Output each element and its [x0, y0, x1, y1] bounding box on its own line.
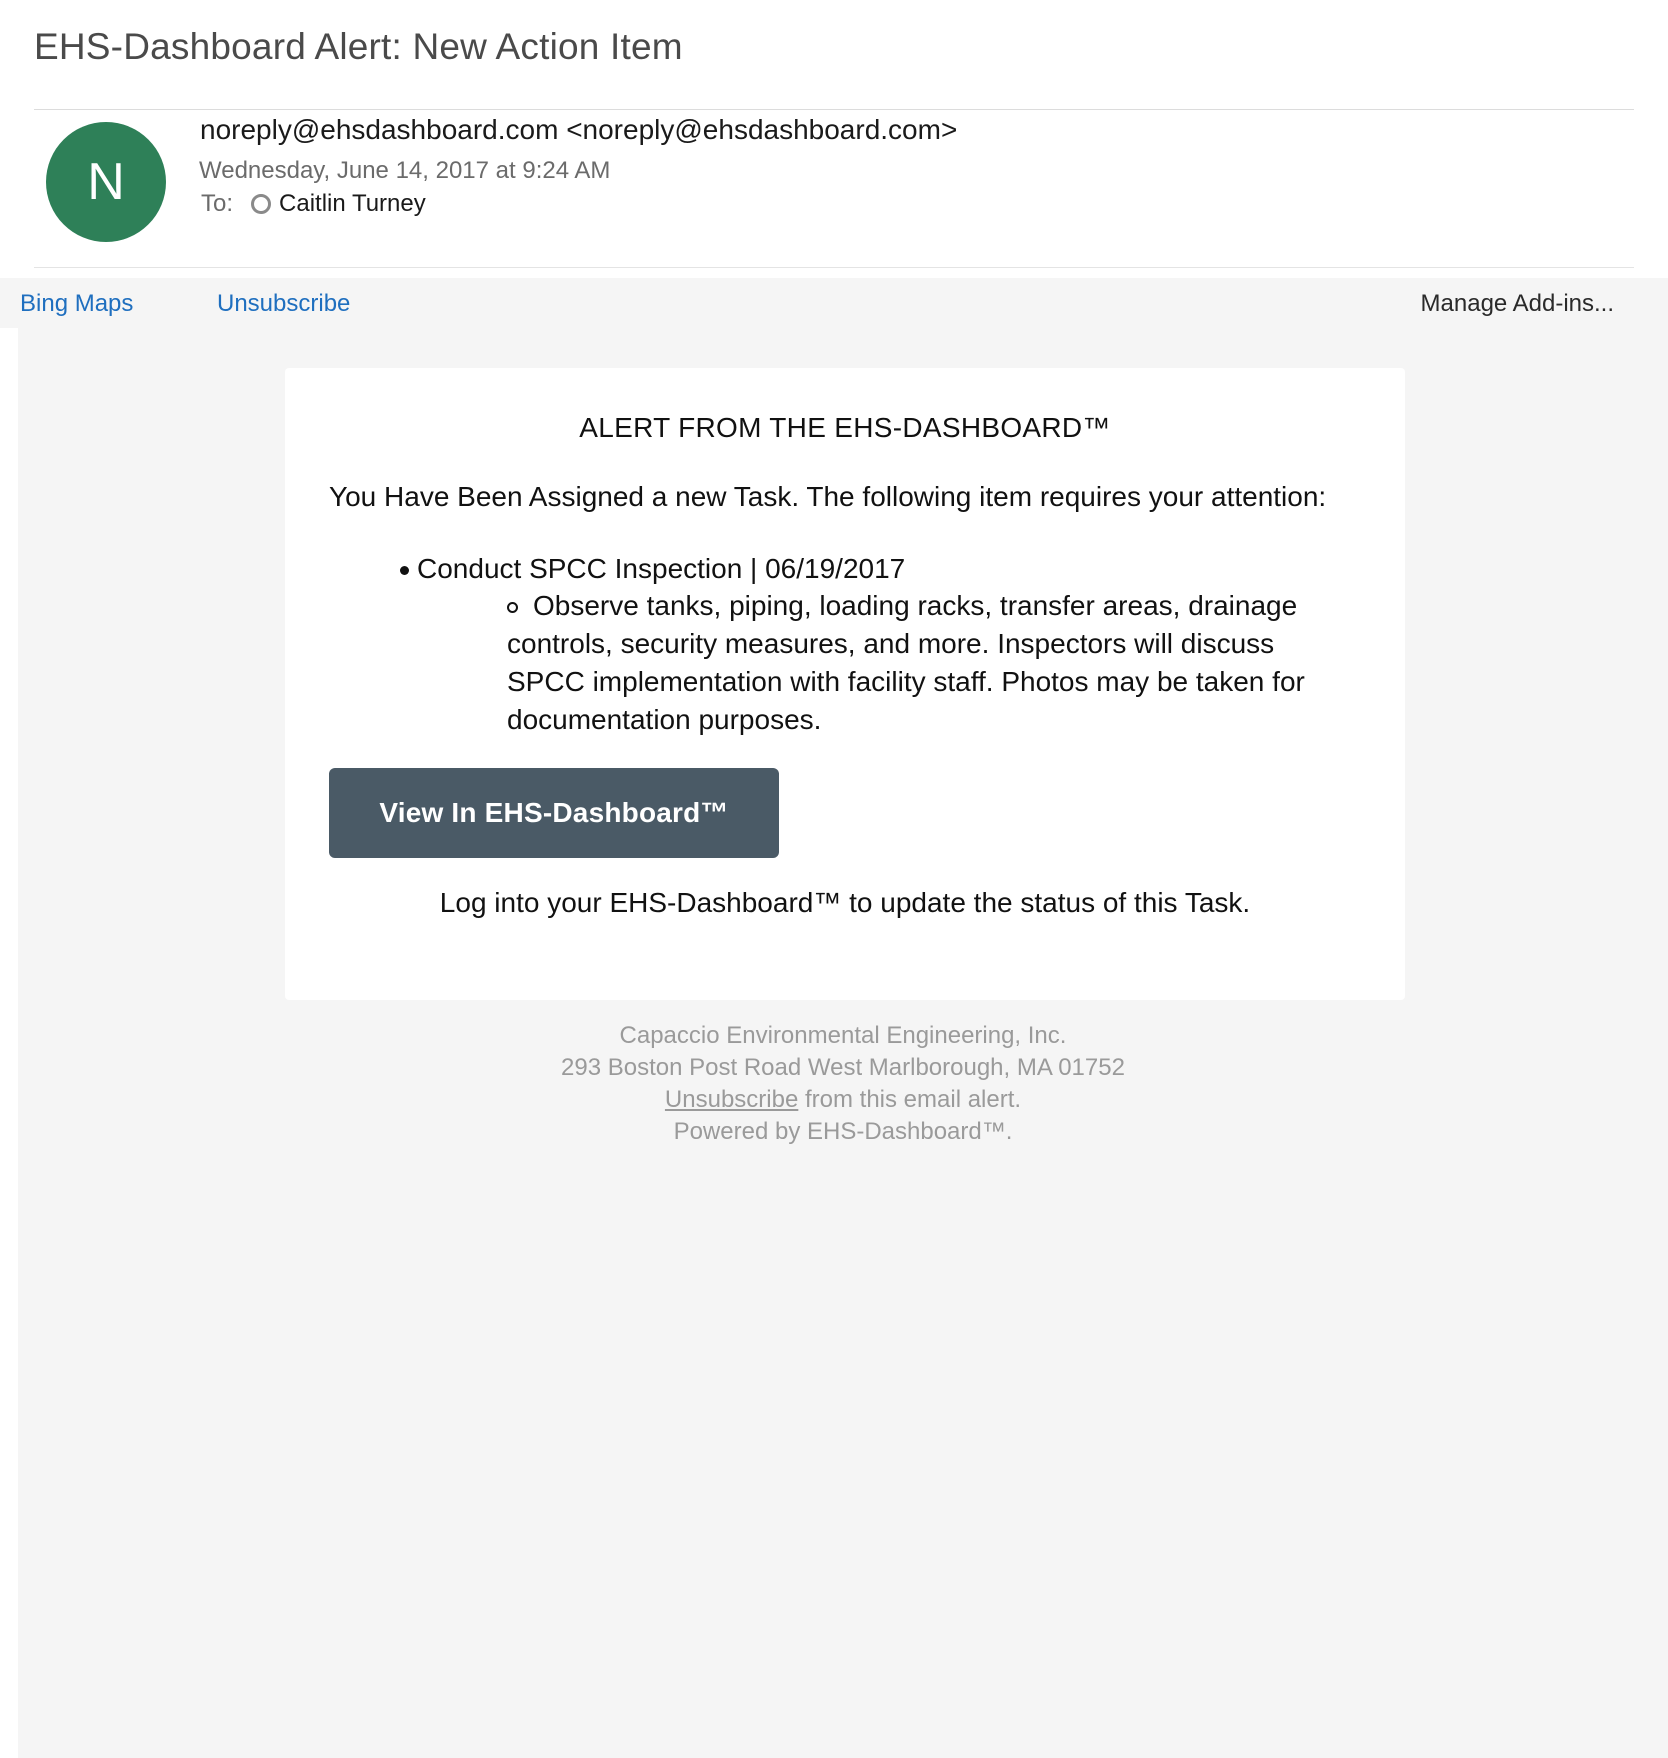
presence-status-icon	[251, 194, 271, 214]
header-divider	[34, 109, 1634, 110]
recipient-name[interactable]: Caitlin Turney	[279, 190, 426, 217]
bullet-circle-icon	[507, 602, 518, 613]
avatar-initial: N	[87, 153, 125, 211]
footer-unsubscribe-line	[18, 1084, 1668, 1116]
task-list	[417, 550, 905, 588]
task-detail	[507, 587, 1347, 739]
view-in-dashboard-button[interactable]: View In EHS-Dashboard™	[329, 768, 779, 858]
sender-avatar[interactable]	[46, 122, 166, 242]
header-bottom-divider	[34, 267, 1634, 268]
to-label: To:	[201, 190, 234, 217]
alert-title: ALERT FROM THE EHS-DASHBOARD™	[579, 412, 1111, 443]
task-detail-text: Observe tanks, piping, loading racks, transfer areas, drainage controls, security measures, and more. Inspectors will discuss SPCC implementation with facility staff. Photos may be taken for documentation purposes.	[507, 590, 1305, 735]
footer-unsubscribe-suffix: from this email alert.	[798, 1086, 1022, 1113]
sent-date: Wednesday, June 14, 2017 at 9:24 AM	[199, 157, 611, 184]
task-title: Conduct SPCC Inspection | 06/19/2017	[417, 553, 906, 584]
login-note: Log into your EHS-Dashboard™ to update the status of this Task.	[439, 887, 1251, 918]
unsubscribe-addin-link[interactable]: Unsubscribe	[217, 290, 351, 317]
alert-intro: You Have Been Assigned a new Task. The following item requires your attention:	[329, 481, 1327, 512]
footer-powered-by: Powered by EHS-Dashboard™.	[673, 1118, 1013, 1145]
bing-maps-link[interactable]: Bing Maps	[20, 290, 134, 317]
task-item	[417, 550, 905, 588]
bullet-disc-icon	[400, 566, 409, 575]
footer-address: 293 Boston Post Road West Marlborough, MA 01752	[561, 1054, 1125, 1081]
footer-company: Capaccio Environmental Engineering, Inc.	[619, 1022, 1067, 1049]
email-footer	[18, 1020, 1668, 1148]
manage-addins-link[interactable]: Manage Add-ins...	[1420, 290, 1614, 317]
addin-bar	[0, 278, 1668, 328]
alert-card	[285, 368, 1405, 1000]
email-subject: EHS-Dashboard Alert: New Action Item	[34, 26, 683, 67]
recipient-row	[201, 190, 426, 218]
footer-unsubscribe-link[interactable]: Unsubscribe	[664, 1086, 799, 1113]
sender-address[interactable]: noreply@ehsdashboard.com <noreply@ehsdashboard.com>	[200, 114, 958, 145]
